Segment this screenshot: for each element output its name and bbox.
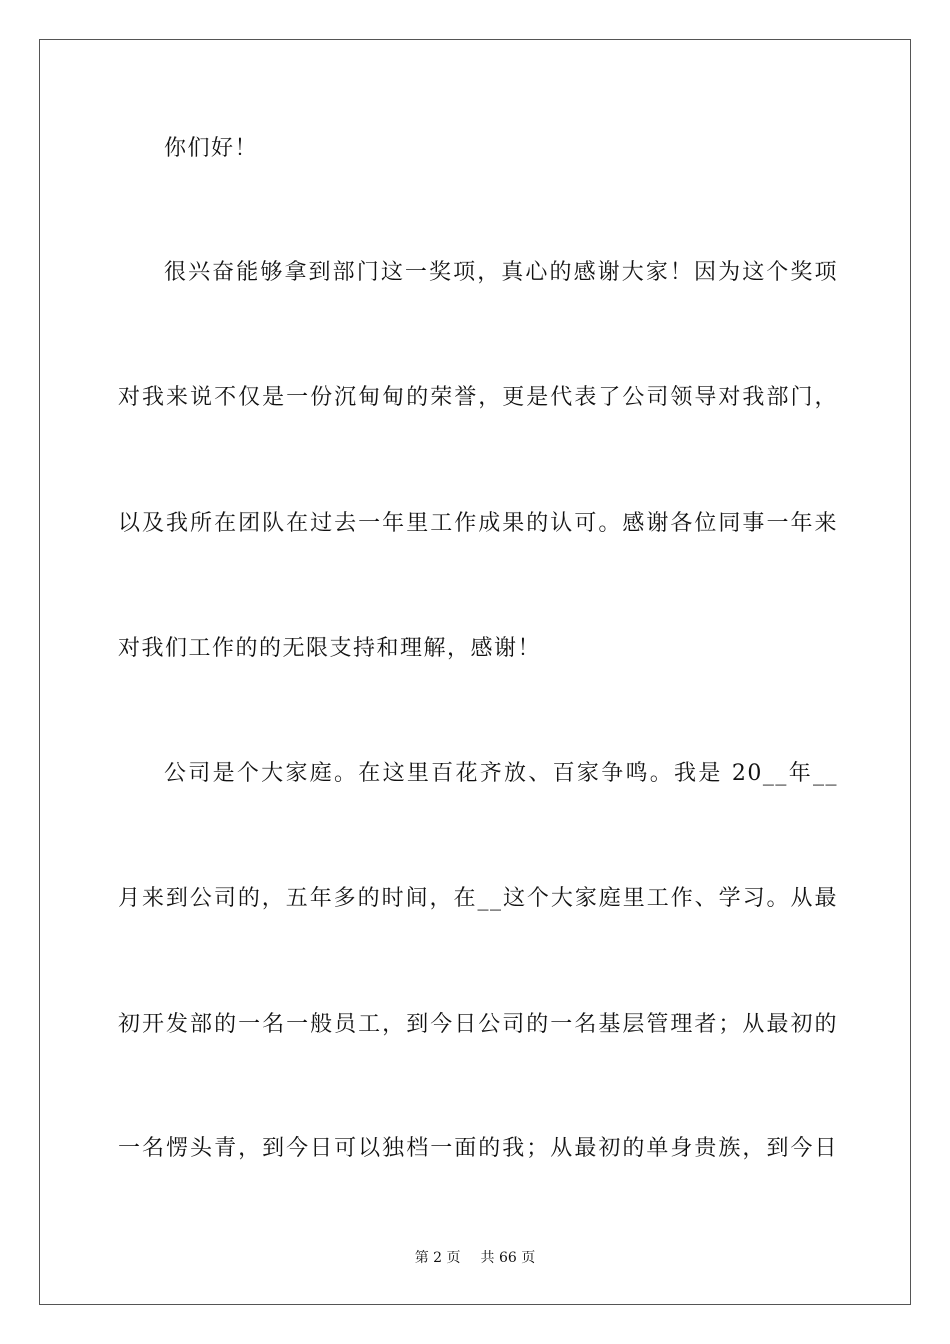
body-line: 很兴奋能够拿到部门这一奖项，真心的感谢大家！因为这个奖项 — [164, 260, 838, 285]
page-border — [39, 39, 911, 1305]
body-line: 以及我所在团队在过去一年里工作成果的认可。感谢各位同事一年来 — [118, 511, 838, 536]
body-line: 一名愣头青，到今日可以独档一面的我；从最初的单身贵族，到今日 — [118, 1136, 838, 1161]
body-line: 月来到公司的，五年多的时间，在__这个大家庭里工作、学习。从最 — [118, 886, 838, 911]
page-total: 共 66 页 — [480, 1250, 536, 1266]
body-line: 初开发部的一名一般员工，到今日公司的一名基层管理者；从最初的 — [118, 1012, 838, 1037]
body-line: 公司是个大家庭。在这里百花齐放、百家争鸣。我是 20__年__ — [164, 761, 838, 786]
page-footer — [0, 1249, 950, 1267]
body-line: 对我来说不仅是一份沉甸甸的荣誉，更是代表了公司领导对我部门， — [118, 385, 838, 410]
body-line: 对我们工作的的无限支持和理解，感谢！ — [118, 636, 542, 661]
page-number: 第 2 页 — [414, 1250, 461, 1266]
greeting-line: 你们好！ — [164, 136, 259, 161]
